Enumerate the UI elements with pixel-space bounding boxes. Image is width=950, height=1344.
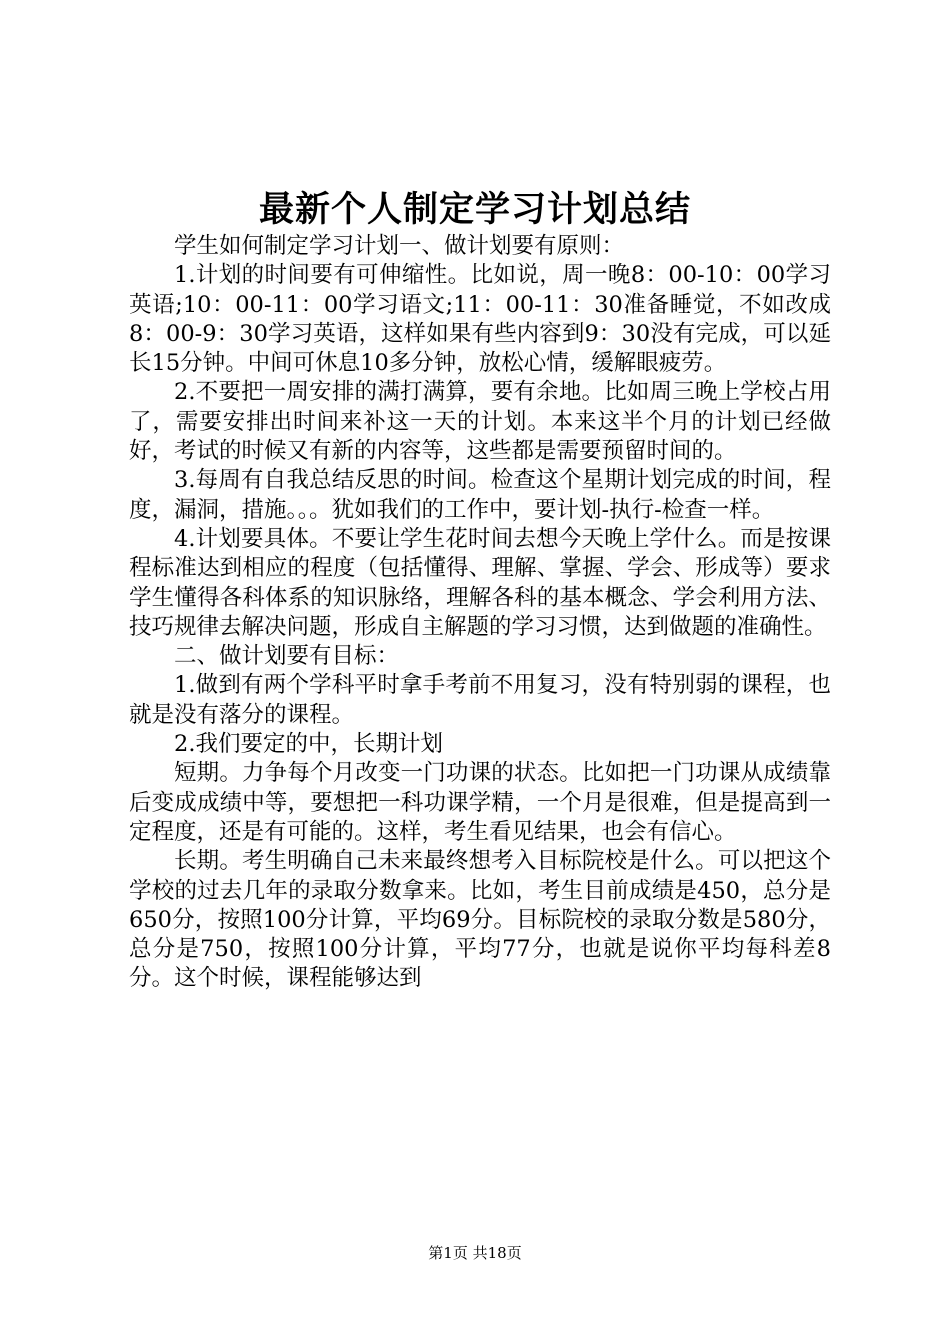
paragraph: 2.不要把一周安排的满打满算，要有余地。比如周三晚上学校占用了，需要安排出时间来补这一天的计划。本来这半个月的计划已经做好，考试的时候又有新的内容等，这些都是需要预留时间的。 — [129, 379, 831, 465]
paragraph: 长期。考生明确自己未来最终想考入目标院校是什么。可以把这个学校的过去几年的录取分数拿来。比如，考生目前成绩是450，总分是650分，按照100分计算，平均69分。目标院校的录取分数是580分，总分是750，按照100分计算，平均77分，也就是说你平均每科差8分。这个时候，课程能够达到 — [129, 848, 831, 992]
paragraph: 1.计划的时间要有可伸缩性。比如说，周一晚8：00-10：00学习英语;10：00-11：00学习语文;11：00-11：30准备睡觉，不如改成8：00-9：30学习英语，这样如果有些内容到9：30没有完成，可以延长15分钟。中间可休息10多分钟，放松心情，缓解眼疲劳。 — [129, 262, 831, 377]
paragraph: 短期。力争每个月改变一门功课的状态。比如把一门功课从成绩靠后变成成绩中等，要想把一科功课学精，一个月是很难，但是提高到一定程度，还是有可能的。这样，考生看见结果，也会有信心。 — [129, 760, 831, 845]
paragraph: 2.我们要定的中，长期计划 — [174, 731, 443, 758]
document-body — [129, 232, 831, 994]
paragraph: 1.做到有两个学科平时拿手考前不用复习，没有特别弱的课程，也就是没有落分的课程。 — [129, 672, 831, 728]
page-number-footer: 第1页 共18页 — [428, 1244, 522, 1262]
paragraph: 3.每周有自我总结反思的时间。检查这个星期计划完成的时间，程度，漏洞，措施。。。犹如我们的工作中，要计划-执行-检查一样。 — [129, 467, 831, 523]
paragraph: 学生如何制定学习计划一、做计划要有原则： — [174, 233, 625, 259]
paragraph: 二、做计划要有目标： — [174, 643, 400, 670]
paragraph: 4.计划要具体。不要让学生花时间去想今天晚上学什么。而是按课程标准达到相应的程度（包括懂得、理解、掌握、学会、形成等）要求学生懂得各科体系的知识脉络，理解各科的基本概念、学会利用方法、技巧规律去解决问题，形成自主解题的学习习惯，达到做题的准确性。 — [129, 525, 831, 640]
document-title: 最新个人制定学习计划总结 — [258, 189, 691, 230]
